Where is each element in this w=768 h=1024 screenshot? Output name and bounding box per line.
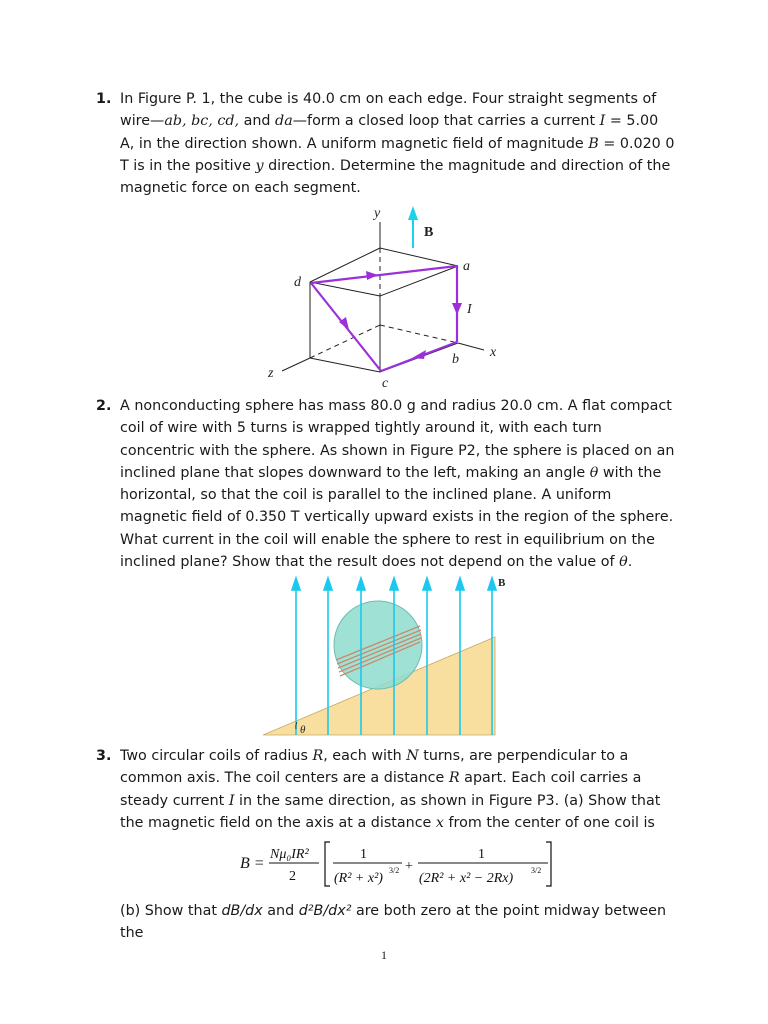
italic-symbol: I — [228, 792, 235, 809]
text-run: from the center of one coil is — [443, 814, 655, 831]
cube-edges — [282, 222, 484, 372]
label-field-B2: B — [498, 577, 506, 589]
text-run: In Figure P. 1, the cube is 40.0 cm on each edge. Four straight segments of wire— — [120, 91, 657, 130]
label-z-axis: z — [268, 366, 274, 381]
text-run: (b) Show that — [120, 903, 222, 919]
text-run: Two circular coils of radius — [120, 748, 313, 764]
italic-symbol: da — [275, 113, 293, 130]
problem-3-text — [120, 745, 676, 834]
eq-coef-num: Nμ₀IR² — [270, 847, 309, 862]
current-arrowheads — [339, 271, 462, 359]
problem-2-text — [120, 395, 676, 573]
page-number: 1 — [381, 948, 387, 962]
problem-1 — [96, 88, 676, 199]
problem-1-number: 1. — [96, 91, 112, 107]
text-run: = 0.020 0 T is in the positive — [120, 135, 675, 174]
label-corner-b: b — [452, 352, 459, 367]
problem-1-text — [120, 88, 676, 199]
eq-term2-den: (2R² + x² − 2Rx) — [419, 871, 514, 886]
italic-symbol: R — [312, 748, 324, 764]
figure-p2-incline — [255, 572, 515, 738]
italic-symbol: θ — [589, 464, 599, 481]
equation-biot-savart — [230, 836, 570, 896]
eq-plus: + — [405, 859, 413, 874]
label-y-axis: y — [374, 206, 381, 221]
eq-term1-den: (R² + x²) — [334, 871, 383, 886]
italic-symbol: R — [448, 770, 460, 787]
text-run: and — [239, 113, 276, 130]
text-run: A nonconducting sphere has mass 80.0 g and radius 20.0 cm. A flat compact coil of wire with 5 turns is wrapped tightly around it, with each turn concentric with the sphere. As shown in Figure P2, the sphere is placed on an inclined plane that slopes downward to the left, making an angle — [120, 398, 675, 481]
problem-3-part-b — [120, 900, 680, 944]
text-run: turns, are perpendicular to a common axis. The coil centers are a distance — [120, 748, 629, 787]
label-current-I: I — [467, 302, 472, 317]
italic-symbol: y — [255, 157, 264, 174]
italic-symbol: dB/dx — [221, 903, 263, 919]
text-run: , each with — [323, 748, 407, 764]
italic-symbol: B — [588, 135, 599, 152]
sphere-with-coil — [334, 601, 422, 689]
text-run: are both zero at the point midway between the — [120, 903, 667, 941]
eq-term1-exp: 3/2 — [389, 866, 400, 875]
italic-symbol: θ — [619, 554, 628, 571]
problem-3 — [96, 745, 676, 834]
italic-symbol: d²B/dx² — [298, 903, 352, 919]
text-run: with the horizontal, so that the coil is parallel to the inclined plane. A uniform magnetic field of 0.350 T vertically upward exists in the region of the sphere. What current in the coil will enable the sphere to rest in equilibrium on the inclined plane? Show that the result does not depend on the value of — [120, 464, 674, 571]
text-run: —form a closed loop that carries a current — [292, 113, 600, 130]
italic-symbol: ab, bc, cd, — [164, 113, 240, 130]
magnetic-field-arrow — [408, 206, 418, 248]
text-run: = 5.00 A, in the direction shown. A uniform magnetic field of magnitude — [120, 113, 659, 152]
eq-term1-num: 1 — [360, 847, 367, 862]
label-corner-c: c — [382, 376, 389, 390]
text-run: in the same direction, as shown in Figure P3. (a) Show that the magnetic field on the axis at a distance — [120, 792, 661, 831]
text-run: apart. Each coil carries a steady current — [120, 770, 642, 809]
label-corner-a: a — [463, 259, 470, 274]
eq-lhs: B = — [240, 855, 265, 872]
label-corner-d: d — [294, 275, 301, 290]
italic-symbol: N — [406, 748, 419, 764]
problem-3-number: 3. — [96, 748, 112, 764]
label-theta: θ — [300, 724, 306, 736]
eq-term2-exp: 3/2 — [531, 866, 542, 875]
current-loop — [311, 266, 457, 371]
text-run: . — [627, 554, 633, 571]
label-x-axis: x — [490, 345, 497, 360]
eq-coef-den: 2 — [289, 869, 296, 884]
text-run: and — [262, 903, 299, 919]
problem-2 — [96, 395, 676, 573]
eq-term2-num: 1 — [478, 847, 485, 862]
italic-symbol: I — [599, 113, 606, 130]
figure-p1-cube — [255, 200, 515, 390]
label-field-B: B — [424, 225, 434, 240]
text-run: direction. Determine the magnitude and direction of the magnetic force on each segment. — [120, 157, 671, 197]
problem-2-number: 2. — [96, 398, 112, 414]
italic-symbol: x — [435, 814, 444, 831]
